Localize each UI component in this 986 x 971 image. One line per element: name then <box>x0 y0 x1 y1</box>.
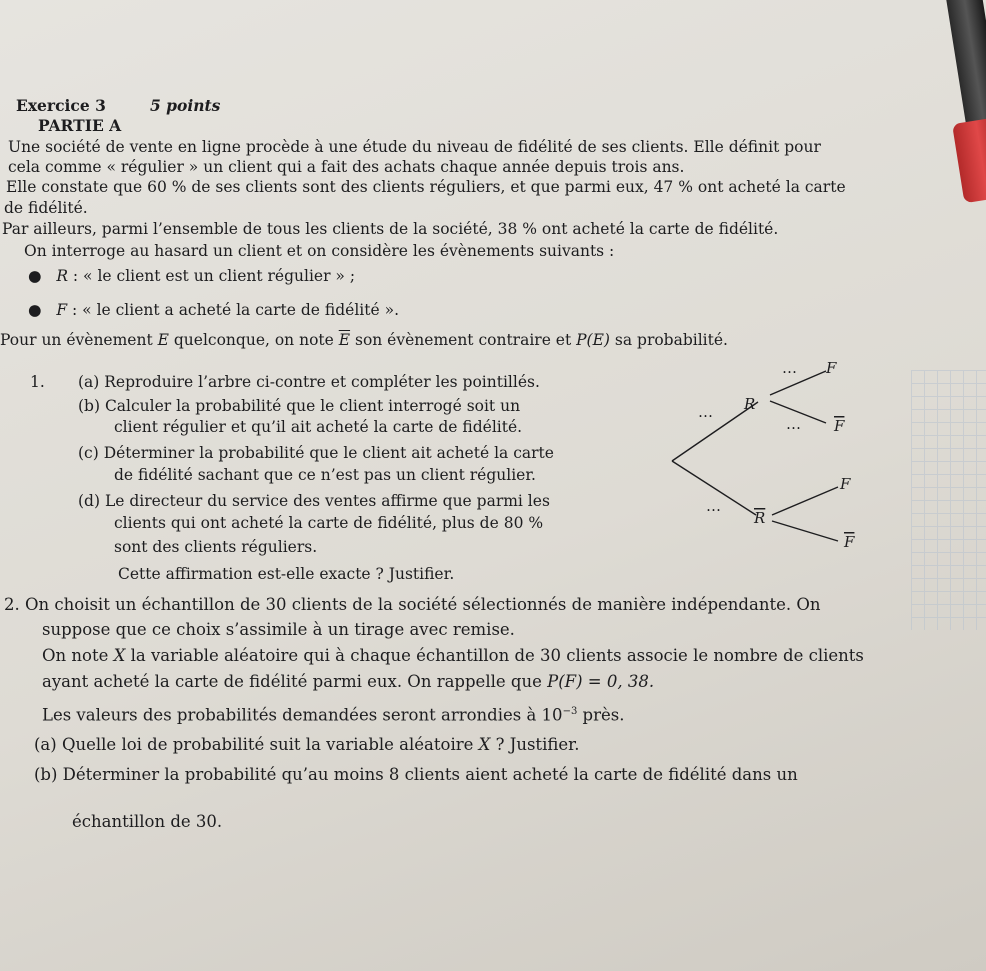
node-f: F <box>840 475 851 493</box>
q2b: échantillon de 30. <box>72 812 223 831</box>
branch-rbar-fbar <box>772 521 838 541</box>
node-fbar: F <box>834 417 845 435</box>
bullet-f: ● F : « le client a acheté la carte de fidélité ». <box>28 301 399 319</box>
q1b: client régulier et qu’il ait acheté la carte de fidélité. <box>114 418 523 436</box>
branch-r-f <box>770 371 826 395</box>
q2-line: ayant acheté la carte de fidélité parmi eux. On rappelle que P(F) = 0, 38. <box>42 672 655 691</box>
intro-line: On interroge au hasard un client et on considère les évènements suivants : <box>24 242 615 260</box>
intro-line: Elle constate que 60 % de ses clients sont des clients réguliers, et que parmi eux, 47 % ont acheté la carte <box>6 178 846 196</box>
q2a: (a) Quelle loi de probabilité suit la variable aléatoire X ? Justifier. <box>34 735 580 754</box>
dots-label: … <box>782 359 797 377</box>
dots-label: … <box>698 403 713 421</box>
q1d: sont des clients réguliers. <box>114 538 318 556</box>
q2b: (b) Déterminer la probabilité qu’au moins 8 clients aient acheté la carte de fidélité dans un <box>34 765 798 784</box>
bullet-dot: ● <box>28 267 42 285</box>
q1d: Cette affirmation est-elle exacte ? Justifier. <box>118 565 455 583</box>
branch-rbar-f <box>772 487 838 515</box>
dots-label: … <box>706 497 721 515</box>
probability-tree <box>640 355 870 565</box>
q1c: de fidélité sachant que ce n’est pas un client régulier. <box>114 466 536 484</box>
q1c: (c) Déterminer la probabilité que le client ait acheté la carte <box>78 444 554 462</box>
q1d: (d) Le directeur du service des ventes affirme que parmi les <box>78 492 550 510</box>
exercise-points: 5 points <box>150 96 221 115</box>
part-title: PARTIE A <box>38 116 122 135</box>
node-fbar: F <box>844 533 855 551</box>
dots-label: … <box>786 415 801 433</box>
notation-line: Pour un évènement E quelconque, on note $\overline{E}$ son évènement contraire et P(E) sa probabilité. <box>0 331 728 349</box>
q2-line: On note X la variable aléatoire qui à chaque échantillon de 30 clients associe le nombre de clients <box>42 646 864 665</box>
intro-line: Par ailleurs, parmi l’ensemble de tous les clients de la société, 38 % ont acheté la carte de fidélité. <box>2 220 779 238</box>
q2-line: 2. On choisit un échantillon de 30 clients de la société sélectionnés de manière indépendante. On <box>4 595 821 614</box>
q1-number: 1. <box>30 373 45 391</box>
grid-paper <box>911 370 986 630</box>
intro-line: de fidélité. <box>4 199 88 217</box>
exercise-title: Exercice 3 <box>16 96 106 115</box>
intro-line: cela comme « régulier » un client qui a fait des achats chaque année depuis trois ans. <box>8 158 685 176</box>
q1b: (b) Calculer la probabilité que le client interrogé soit un <box>78 397 521 415</box>
bullet-r: ● R : « le client est un client régulier » ; <box>28 267 356 285</box>
node-rbar: R <box>754 509 766 527</box>
q1d: clients qui ont acheté la carte de fidélité, plus de 80 % <box>114 514 544 532</box>
q1a: (a) Reproduire l’arbre ci-contre et compléter les pointillés. <box>78 373 540 391</box>
q2-line: Les valeurs des probabilités demandées seront arrondies à $10^{-3}$ près. <box>42 705 625 725</box>
intro-line: Une société de vente en ligne procède à une étude du niveau de fidélité de ses clients. Elle définit pour <box>8 138 821 156</box>
q2-line: suppose que ce choix s’assimile à un tirage avec remise. <box>42 620 515 639</box>
node-f: F <box>826 359 837 377</box>
node-r: R <box>744 395 756 413</box>
pen-decoration <box>952 117 986 204</box>
bullet-dot: ● <box>28 301 42 319</box>
